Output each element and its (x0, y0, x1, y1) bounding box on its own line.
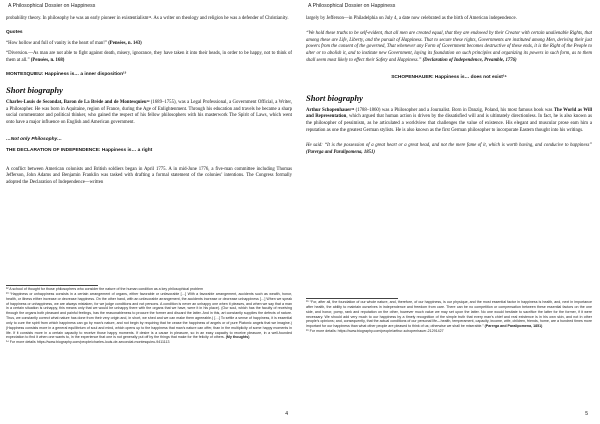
bio-name: Arthur Schopenhauer¹⁶ (306, 107, 355, 113)
footnote-15-text: ¹⁵ “For, after all, the foundation of our whole nature, and, therefore, of our happiness, is our physique, and the most essential factor in happiness is health, and, next in importance after health, the ability to maintain ourselves in independence and freedom from care. There can be no competition or compensation between these essential factors on the one side, and honor, pomp, rank and reputation on the other, however much value we may set upon the latter. No one would hesitate to sacrifice the latter for the former, if it were necessary. We should add very much to our happiness by a timely recognition of the simple truth that every man’s chief and real existence is in his own skin, and not in other people’s opinions; and, consequently, that the actual conditions of our personal life—health, temperament, capacity, income, wife, children, friends, home, are a hundred times more important for our happiness than what other people are pleased to think of us; otherwise we shall be miserable.” (306, 300, 592, 329)
quotes-heading: Quotes (6, 29, 23, 35)
bio-name: Charles-Louis de Secondat, Baron de La Brède and de Montesquieu¹⁴ (6, 99, 150, 105)
schopenhauer-quote-text: He said: “It is the possession of a great heart or a great head, and not the mere fame of it, which is worth having, and conducive to happiness” (306, 142, 592, 148)
footnotes (306, 300, 592, 334)
paragraph: largely by Jefferson—in Philadelphia on July 4, a date now celebrated as the birth of American independence. (306, 16, 517, 21)
page-number: 4 (285, 411, 288, 417)
short-bio-title: Short biography (6, 84, 63, 95)
quote-1-source: (Pensées, n. 143) (108, 40, 142, 46)
bio-text-1: (1788–1860) was a Philosopher and a Journalist. Born in Danzig, Poland, his most famous book was (355, 107, 553, 113)
paragraph: probability theory. In philosophy he was an early pioneer in existentialism¹². As a writer on theology and religion he was a defender of Christianity. (6, 16, 289, 21)
footnote-15 (306, 300, 592, 329)
footnote-13-text: ¹³ “Happiness or unhappiness consists in a certain arrangement of organs, either favorable or unfavorable […] With a favorable arrangement, accidents such as wealth, honor, health, or illness either increase or decrease happiness. On the other hand, with an unfavorable arrangement, the accidents increase or decrease unhappiness […] When we speak of happiness or unhappiness, we are always mistaken, for we judge conditions and not persons. A condition is never an unhappy one when it pleases, and when we say that a man in a certain situation is unhappy, this means only that we would be unhappy there with the organs that we have, were it in his place). (Our soul, which has the faculty of receiving through the organs both pleasant and painful feelings, has the reasonableness to procure the former and discard the latter. And in this, art constantly supplies the defects of nature. Thus, we constantly correct what nature has done from their very origin and, in short, we shed and we can make them agreeable.) […] To settle a sense of happiness, it is essential only to cure the spirit from which happiness can go by man’s nature, and not begin by requiring that he cease the happiness of angels or of pure Platonic angels that we imagine.) (Happiness consists more in a general equilibrium of soul and mind, which opens up to the happiness that man’s nature can offer, than in the multiplicity of some happy moments in life. If it consists more in a certain capacity to receive those happy moments. If desire is a cause in pleasure, so in an easy capacity to receive pleasure, in a well-founded expectation to find it when one wants to, in the experience that one is not generally put off by the things that make for the felicity of others. (6, 291, 292, 340)
quote-2-text: “Diversion.—As man are not able to fight against death, misery, ignorance, they have taken it into their heads, in order to be happy, not to think of them at all.” (6, 51, 292, 64)
montesquieu-heading: MONTESQUIEU: Happiness is… a inner disposition¹³ (6, 71, 127, 77)
declaration-quote-text: “We hold these truths to be self-evident, that all men are created equal, that they are endowed by their Creator with certain unalienable Rights, that among these are Life, Liberty, and the pursuit of Happiness. That to secure these rights, Governments are instituted among Men, deriving their just powers from the consent of the governed, That whenever any Form of Government becomes destructive of these ends, it is the Right of the People to alter or to abolish it, and to institute new Government, laying its foundation on such principles and organizing its powers in such form, as to them shall seem most likely to effect their Safety and Happiness.” (306, 30, 592, 63)
declaration-quote (306, 31, 592, 65)
bio-book: The World as Will and Representation (306, 107, 592, 120)
footnote-13 (6, 292, 292, 340)
footnote-13-source: (My thoughts) (225, 335, 250, 340)
schopenhauer-heading: SCHOPENHAUER: Happiness is… does not exist¹⁵ (391, 74, 507, 80)
quote-1-text: “How hollow and full of vanity is the heart of man!” (6, 40, 107, 46)
short-bio-title: Short biography (306, 92, 363, 103)
page-right (300, 0, 600, 424)
footnotes (6, 287, 292, 345)
left-body (6, 16, 292, 187)
footnote-15-source: (Parerga and Paralipomena, 1851) (484, 324, 543, 329)
declaration-paragraph: A conflict between American colonists and British soldiers began in April 1775. A in mid-June 1776, a five-man committee including Thomas Jefferson, John Adams and Benjamin Franklin was tasked with drafting a formal statement of the colonies’ intentions. The Congress formally adopted the Declaration of Independence—written (6, 166, 292, 186)
page-number: 5 (585, 411, 588, 417)
footnote-12: ¹² A school of thought for those philosophers who consider the nature of the human condition as a key philosophical problem (6, 287, 203, 291)
bio-paragraph (306, 108, 592, 135)
footnote-rule (6, 285, 98, 286)
quote-1 (6, 41, 292, 48)
schopenhauer-quote (306, 143, 592, 157)
footnote-14: ¹⁴ For more details https://www.biography.com/people/charles-louis-de-secondat-montesquieu-9411113 (6, 340, 170, 345)
footnote-16: ¹⁶ For more details: https://www.biography.com/people/arthur-schopenhauer-21291427 (306, 329, 444, 334)
schopenhauer-quote-source: (Parerga and Paralipomena, 1851) (306, 149, 376, 155)
right-body (306, 16, 592, 156)
not-only-heading: …Not only Philosophy… (6, 137, 62, 143)
bio-text: (1689–1755), was a Legal Professional, a Government Official, a Writer, a Philosopher. He was born in Aquitaine, region of France, during the Age of Enlightenment. Through his education and travels he became a sharp social commentator and political thinker, who gained the respect of his fellow philosophers with his masterwork The Spirit of Laws, which went onto have a major influence on English and American government. (6, 99, 292, 126)
running-head: A Philosophical Dossier on Happiness (8, 3, 96, 9)
quote-2-source: (Pensées, n. 168) (30, 58, 65, 64)
running-head: A Philosophical Dossier on Happiness (308, 3, 396, 9)
declaration-quote-source: (Declaration of Independence, Preamble, 1776) (422, 57, 517, 63)
declaration-heading: THE DECLARATION OF INDEPENDENCE: Happiness is… a right (6, 147, 153, 153)
footnote-rule (306, 298, 398, 299)
bio-paragraph (6, 100, 292, 127)
bio-text-2: , which argued that human action is driven by the dissatisfied will and is ultimately directionless. In fact, he is also known as the philosopher of pessimism, as he articulated a worldview that challenges the value of existence. His elegant and muscular prose earn him a reputation as one the greatest German stylists. He is also known as the first German philosopher to incorporate Eastern thought into his writings. (306, 114, 592, 134)
quote-2 (6, 51, 292, 65)
